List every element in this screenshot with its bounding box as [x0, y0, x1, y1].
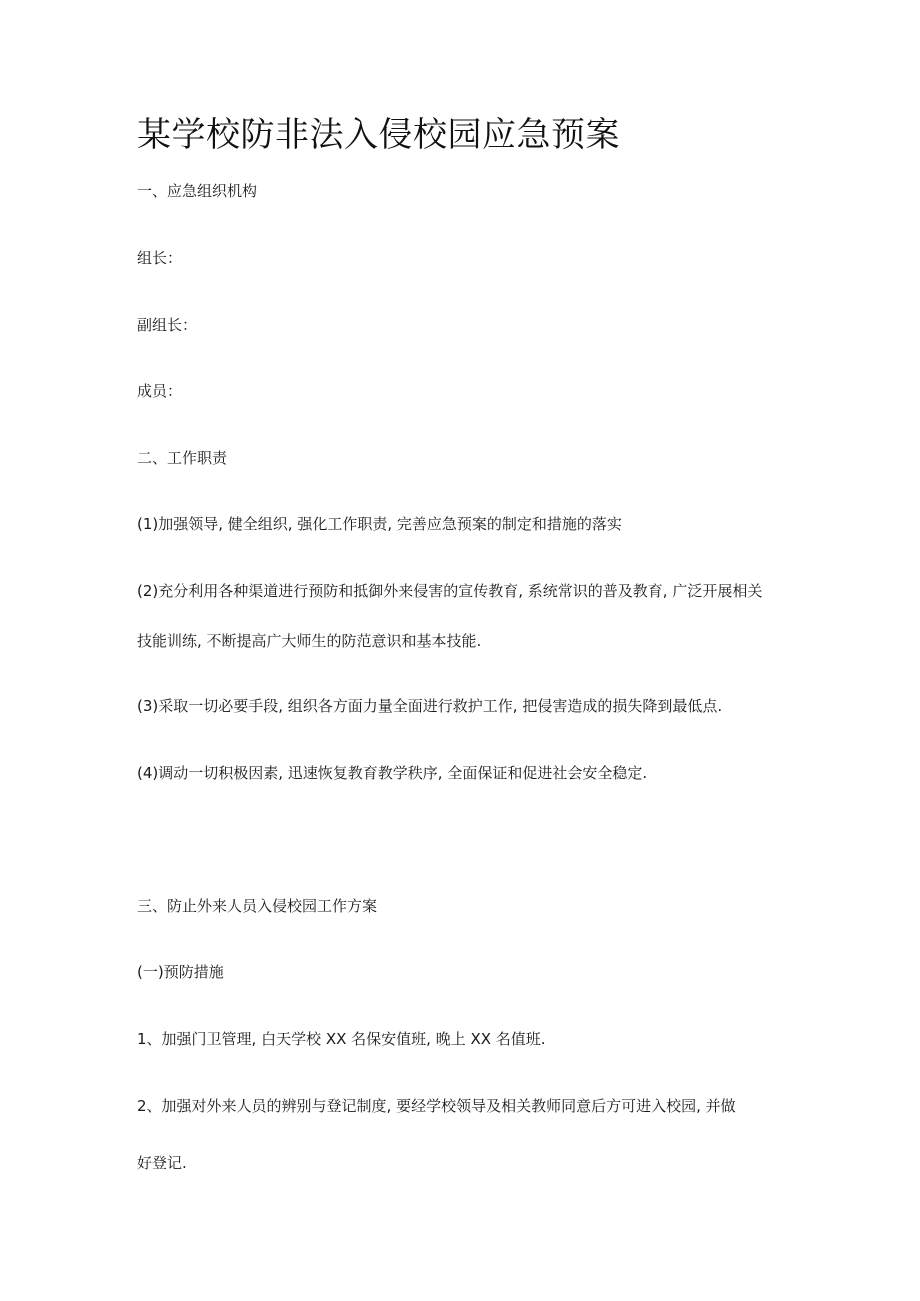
- document-title: 某学校防非法入侵校园应急预案: [137, 115, 620, 155]
- duty-item-2-line-1: (2)充分利用各种渠道进行预防和抵御外来侵害的宣传教育, 系统常识的普及教育, 广泛开展相关: [137, 582, 763, 600]
- duty-item-4: (4)调动一切积极因素, 迅速恢复教育教学秩序, 全面保证和促进社会安全稳定.: [137, 764, 648, 782]
- measure-item-2-line-2: 好登记.: [137, 1154, 187, 1172]
- section-1-heading: 一、应急组织机构: [137, 182, 258, 200]
- measure-item-1: 1、加强门卫管理, 白天学校 XX 名保安值班, 晚上 XX 名值班.: [137, 1030, 546, 1048]
- measure-item-2-line-1: 2、加强对外来人员的辨别与登记制度, 要经学校领导及相关教师同意后方可进入校园, 并做: [137, 1097, 736, 1115]
- section-3-heading: 三、防止外来人员入侵校园工作方案: [137, 897, 378, 915]
- members-label: 成员：: [137, 382, 183, 400]
- section-2-heading: 二、工作职责: [137, 449, 228, 467]
- duty-item-2-line-2: 技能训练, 不断提高广大师生的防范意识和基本技能.: [137, 632, 482, 650]
- duty-item-1: (1)加强领导, 健全组织, 强化工作职责, 完善应急预案的制定和措施的落实: [137, 515, 622, 533]
- section-3-subheading: (一)预防措施: [137, 963, 224, 981]
- leader-label: 组长：: [137, 249, 183, 267]
- deputy-leader-label: 副组长：: [137, 316, 198, 334]
- duty-item-3: (3)采取一切必要手段, 组织各方面力量全面进行救护工作, 把侵害造成的损失降到最低点.: [137, 697, 723, 715]
